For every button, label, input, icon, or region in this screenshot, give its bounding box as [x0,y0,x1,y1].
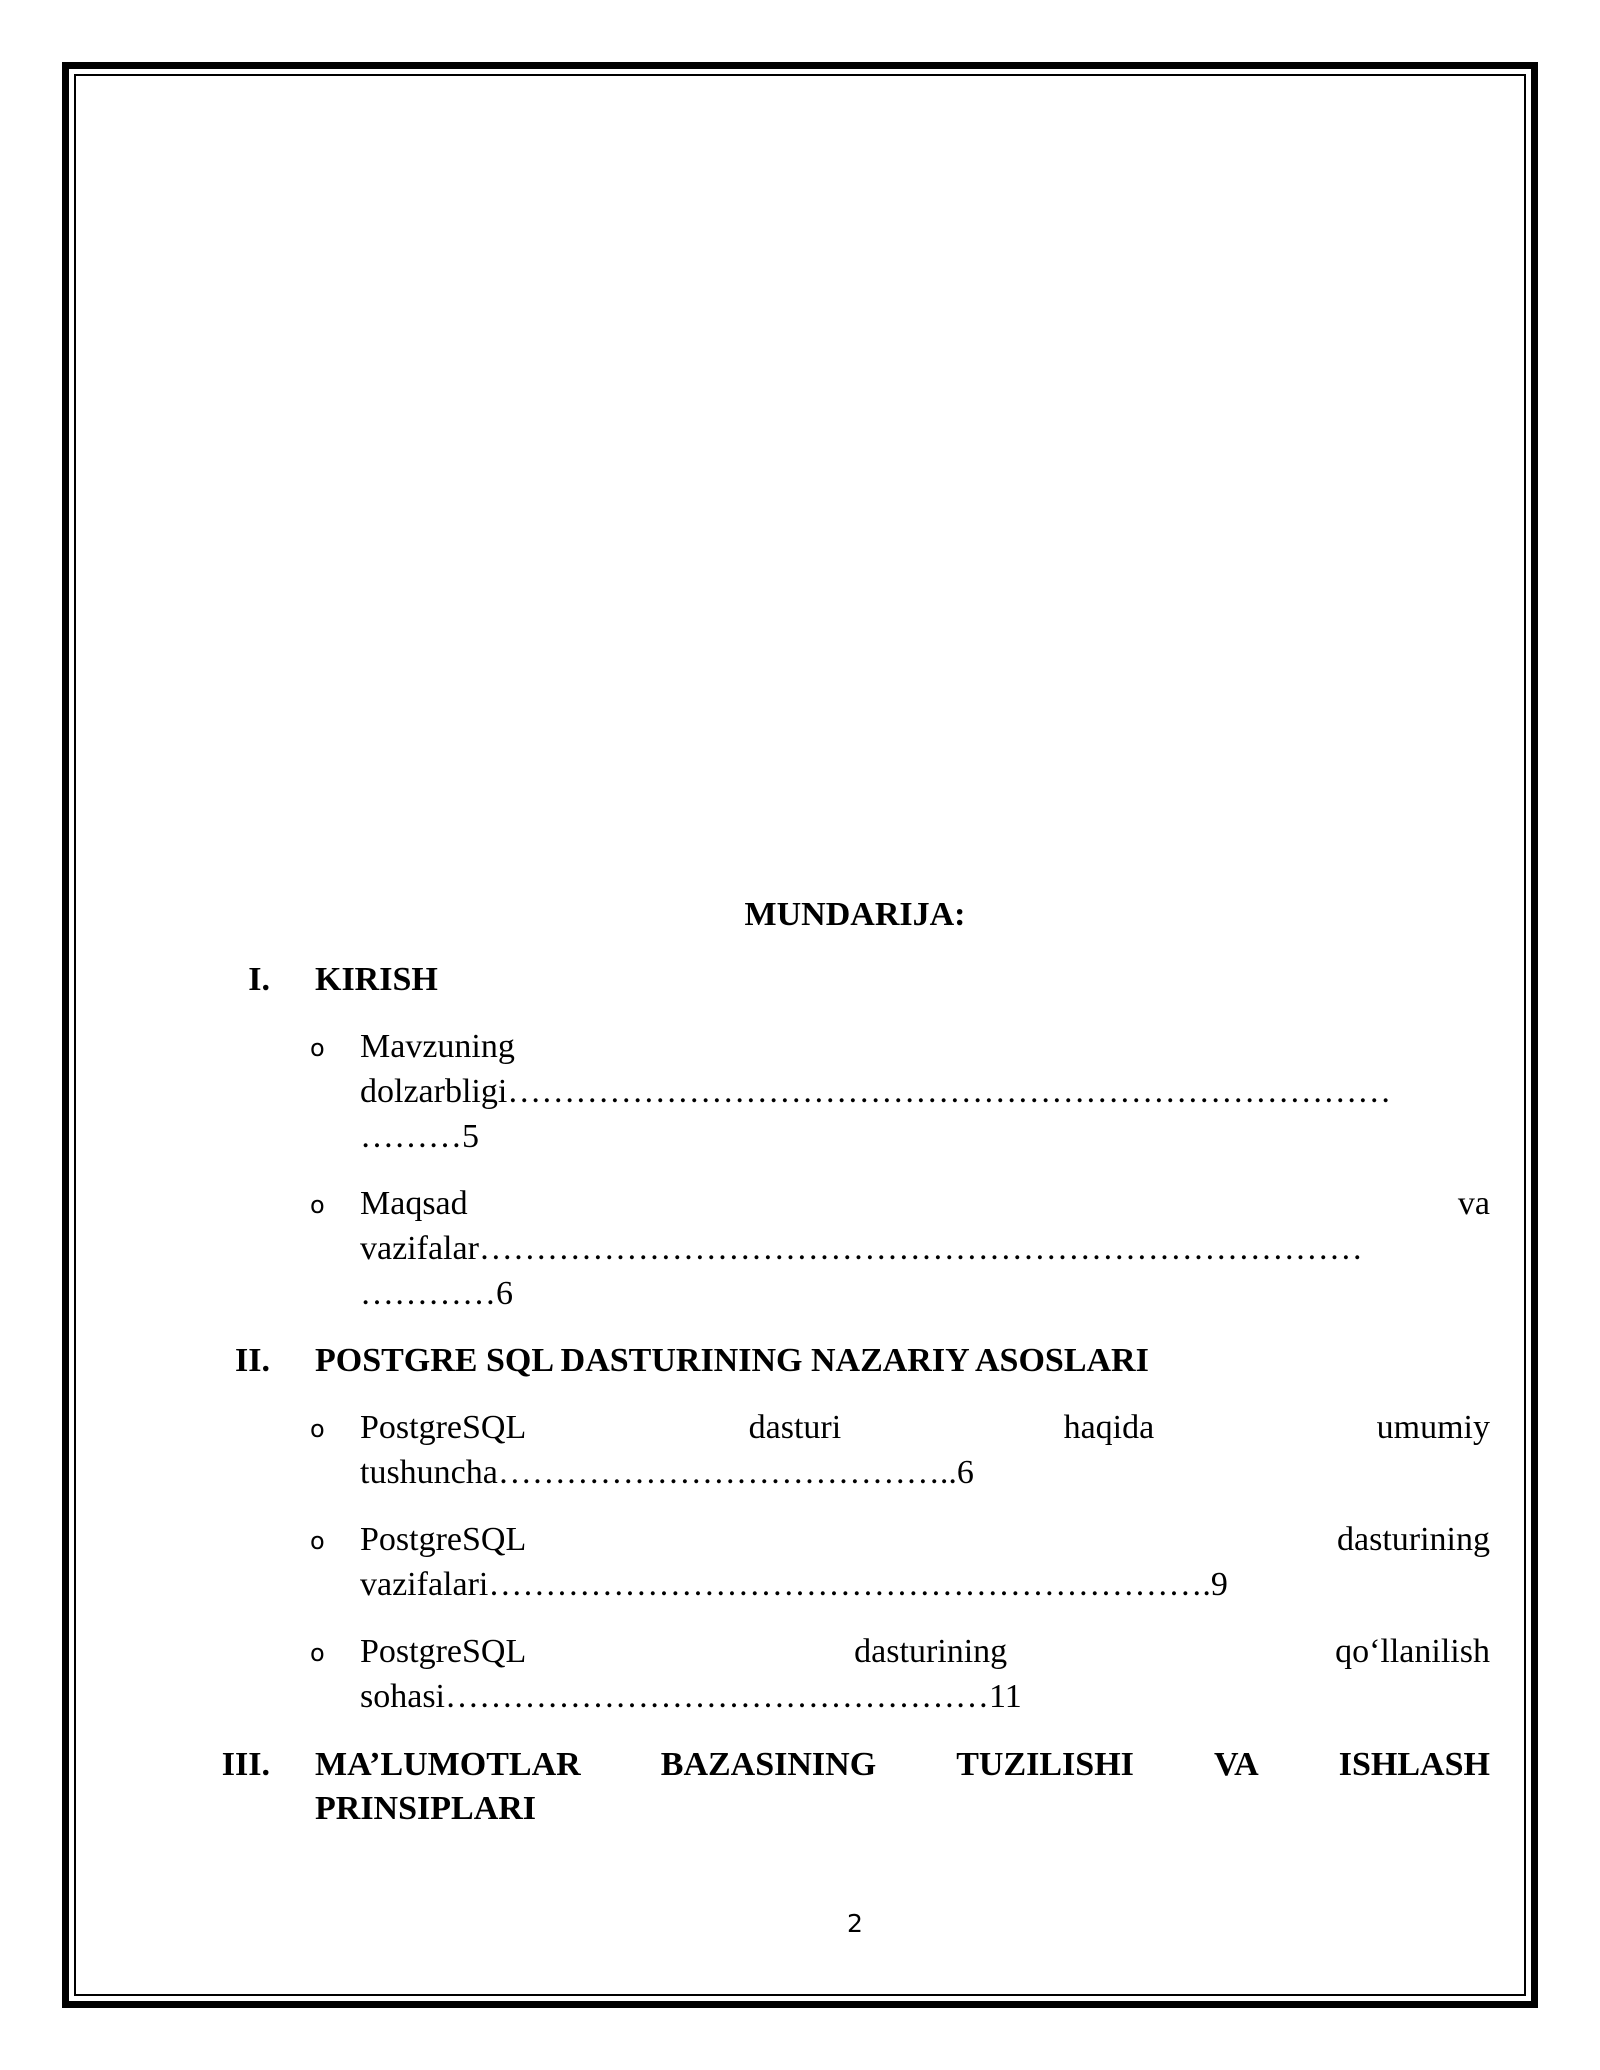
entry-word: Mavzuning [360,1028,515,1065]
entry-word: dasturining [1337,1521,1490,1558]
entry-word: dasturining [854,1633,1008,1670]
entry-line-2: vazifalar…………………………………………………………………… [360,1230,1363,1267]
bullet-circle-icon: o [310,1527,325,1555]
entry-line-2: sohasi…………………………………………11 [360,1678,1022,1715]
entry-line-1 [360,1629,1490,1674]
entry-line-3: …………6 [360,1275,513,1312]
entry-line-2: tushuncha…………………………………..6 [360,1454,974,1491]
section-number: I. [248,961,270,998]
section-title: POSTGRE SQL DASTURINING NAZARIY ASOSLARI [315,1342,1149,1379]
entry-word: dasturi [748,1409,842,1446]
section-title-line-1 [315,1743,1490,1787]
entry-word: PostgreSQL [360,1633,527,1670]
title-word: MA’LUMOTLAR [315,1746,581,1783]
entry-line-3: ………5 [360,1118,479,1155]
title-word: VA [1213,1746,1259,1783]
toc-entry[interactable] [310,1024,1490,1159]
entry-line-1 [360,1405,1490,1450]
entry-word: va [1457,1185,1490,1222]
entry-word: PostgreSQL [360,1409,527,1446]
entry-line-1 [360,1024,1490,1069]
section-title: KIRISH [315,961,438,998]
toc-heading: MUNDARIJA: [744,896,966,933]
toc-entry[interactable] [310,1405,1490,1495]
bullet-circle-icon: o [310,1415,325,1443]
entry-word: PostgreSQL [360,1521,527,1558]
toc-entry[interactable] [310,1629,1490,1719]
section-title-line-2: PRINSIPLARI [315,1790,537,1827]
entry-line-1 [360,1181,1490,1226]
bullet-circle-icon: o [310,1191,325,1219]
title-word: BAZASINING [660,1746,877,1783]
section-number: III. [221,1746,270,1783]
entry-line-2: dolzarbligi…………………………………………………………………… [360,1073,1392,1110]
toc-entry[interactable] [310,1181,1490,1316]
bullet-circle-icon: o [310,1639,325,1667]
entry-word: haqida [1063,1409,1155,1446]
section-number: II. [235,1342,270,1379]
entry-word: qo‘llanilish [1335,1633,1490,1670]
entry-word: umumiy [1376,1409,1490,1446]
page-number: 2 [847,1909,863,1938]
toc-entry[interactable] [310,1517,1490,1607]
entry-line-2: vazifalari……………………………………………………….9 [360,1566,1228,1603]
entry-word: Maqsad [360,1185,468,1222]
entry-line-1 [360,1517,1490,1562]
title-word: ISHLASH [1338,1746,1490,1783]
title-word: TUZILISHI [956,1746,1134,1783]
bullet-circle-icon: o [310,1034,325,1062]
